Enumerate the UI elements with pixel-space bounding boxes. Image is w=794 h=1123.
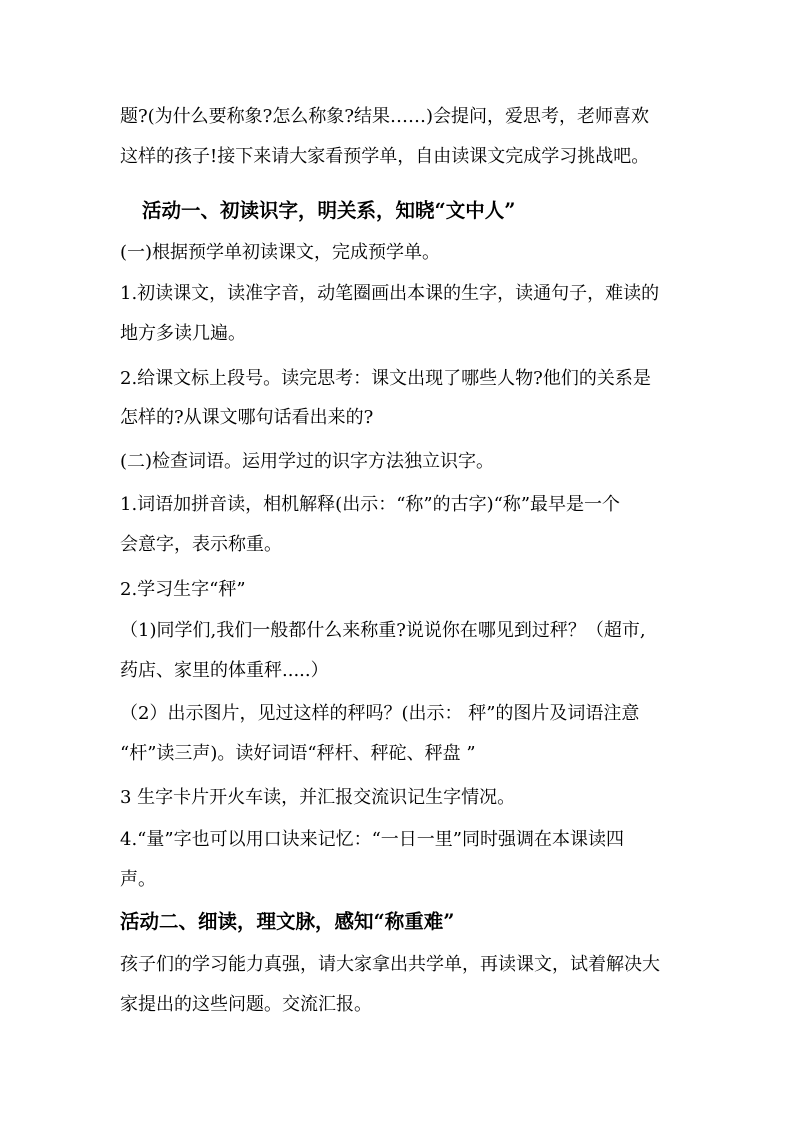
word-item4-line-2: 声。 — [120, 869, 156, 890]
item1-line-2: 地方多读几遍。 — [120, 323, 246, 344]
word-item3: 3 生字卡片开火车读，并汇报交流识记生字情况。 — [120, 787, 516, 808]
activity2-heading: 活动二、细读，理文脉，感知“称重难” — [120, 910, 455, 933]
word-item2-title: 2.学习生字“秤” — [120, 579, 246, 600]
item1-line-1: 1.初读课文，读准字音，动笔圈画出本课的生字，读通句子，难读的 — [120, 283, 660, 304]
sub1-line-2: 药店、家里的体重秤.....） — [120, 660, 329, 681]
sub1-line-1: （1)同学们,我们一般都什么来称重?说说你在哪见到过秤？（超市, — [120, 620, 646, 641]
sub2-line-2: “杆”读三声)。读好词语“秤杆、秤砣、秤盘 ” — [120, 743, 476, 764]
item2-line-2: 怎样的?从课文哪句话看出来的? — [120, 407, 374, 428]
sub2-line-1: （2）出示图片，见过这样的秤吗？(出示： 秤”的图片及词语注意 — [120, 703, 640, 724]
activity2-body-line-2: 家提出的这些问题。交流汇报。 — [120, 994, 372, 1015]
section2-title: (二)检查词语。运用学过的识字方法独立识字。 — [120, 451, 495, 472]
word-item4-line-1: 4.“量”字也可以用口诀来记忆：“一日一里”同时强调在本课读四 — [120, 829, 624, 850]
activity1-heading: 活动一、初读识字，明关系，知晓“文中人” — [142, 199, 516, 222]
intro-line-1: 题?(为什么要称象?怎么称象?结果……)会提问，爱思考，老师喜欢 — [120, 106, 649, 127]
item2-line-1: 2.给课文标上段号。读完思考：课文出现了哪些人物?他们的关系是 — [120, 368, 651, 389]
activity2-body-line-1: 孩子们的学习能力真强，请大家拿出共学单，再读课文，试着解决大 — [120, 954, 660, 975]
section1-title: (一)根据预学单初读课文，完成预学单。 — [120, 242, 441, 263]
word-item1-line-1: 1.词语加拼音读，相机解释(出示：“称”的古字)“称”最早是一个 — [120, 494, 621, 515]
word-item1-line-2: 会意字，表示称重。 — [120, 534, 282, 555]
intro-line-2: 这样的孩子!接下来请大家看预学单，自由读课文完成学习挑战吧。 — [120, 146, 650, 167]
